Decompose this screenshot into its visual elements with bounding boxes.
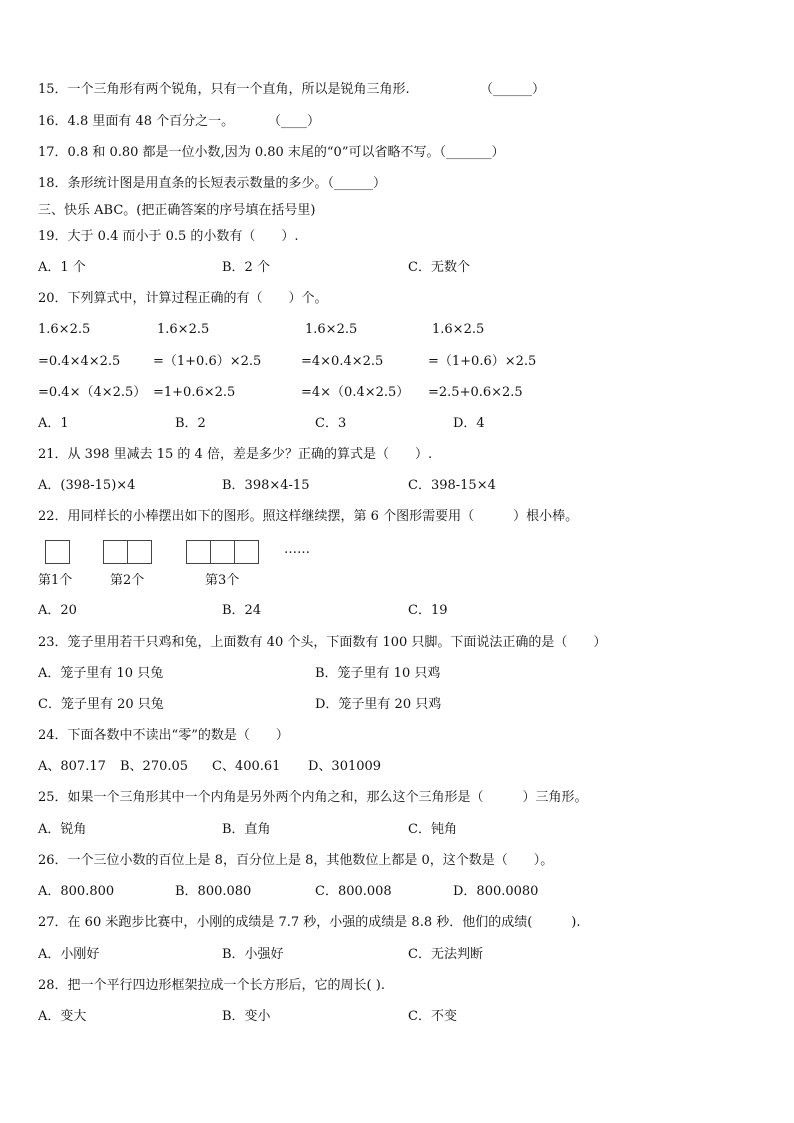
calc-row2-col3: =4×0.4×2.5: [301, 354, 384, 369]
question-22-option-b: B．24: [222, 603, 262, 618]
question-23-option-b: B．笼子里有 10 只鸡: [315, 666, 441, 681]
question-20-text: 20．下列算式中，计算过程正确的有（ ）个。: [38, 291, 328, 306]
question-21-text: 21．从 398 里减去 15 的 4 倍，差是多少？正确的算式是（ ）.: [38, 447, 433, 462]
calc-row2-col4: =（1+0.6）×2.5: [428, 354, 537, 369]
figure-label-1: 第1个: [38, 573, 73, 588]
question-20-option-d: D．4: [453, 416, 485, 431]
question-25-text: 25．如果一个三角形其中一个内角是另外两个内角之和，那么这个三角形是（ ）三角形。: [38, 790, 588, 805]
question-26-option-b: B．800.080: [175, 884, 252, 899]
calc-row1-col1: 1.6×2.5: [38, 322, 91, 337]
question-28-option-b: B．变小: [222, 1009, 271, 1024]
question-24-option-a: A、807.17: [38, 759, 106, 774]
question-25-option-c: C．钝角: [408, 822, 457, 837]
question-24-text: 24．下面各数中不读出“零”的数是（ ）: [38, 728, 289, 743]
question-27-option-c: C．无法判断: [408, 947, 483, 962]
calc-row3-col2: =1+0.6×2.5: [153, 385, 236, 400]
question-28-option-a: A．变大: [38, 1009, 87, 1024]
calc-row3-col1: =0.4×（4×2.5）: [38, 385, 147, 400]
pattern-ellipsis: ……: [284, 542, 310, 557]
question-23-text: 23．笼子里用若干只鸡和兔，上面数有 40 个头，下面数有 100 只脚。下面说法正确的是（ ）: [38, 635, 607, 650]
question-15-text: 15．一个三角形有两个锐角，只有一个直角，所以是锐角三角形.: [38, 82, 410, 97]
question-23-option-a: A．笼子里有 10 只兔: [38, 666, 164, 681]
question-17-text: 17．0.8 和 0.80 都是一位小数,因为 0.80 末尾的“0”可以省略不写。（_______）: [38, 145, 505, 160]
question-20-option-b: B．2: [175, 416, 206, 431]
question-26-option-a: A．800.800: [38, 884, 115, 899]
question-16-text: 16．4.8 里面有 48 个百分之一。: [38, 114, 235, 129]
question-19-option-c: C．无数个: [408, 260, 470, 275]
calc-row3-col4: =2.5+0.6×2.5: [428, 385, 523, 400]
question-16-blank: （____）: [268, 114, 321, 129]
question-21-option-b: B．398×4-15: [222, 478, 310, 493]
calc-row3-col3: =4×（0.4×2.5）: [301, 385, 410, 400]
question-27-option-a: A．小刚好: [38, 947, 100, 962]
calc-row2-col2: =（1+0.6）×2.5: [153, 354, 262, 369]
question-21-option-c: C．398-15×4: [408, 478, 496, 493]
question-23-option-c: C．笼子里有 20 只兔: [38, 697, 164, 712]
question-22-option-c: C．19: [408, 603, 448, 618]
question-22-option-a: A．20: [38, 603, 77, 618]
question-26-option-d: D．800.0080: [453, 884, 539, 899]
question-23-option-d: D．笼子里有 20 只鸡: [315, 697, 442, 712]
question-15-blank: （______）: [480, 82, 546, 97]
question-21-option-a: A．(398-15)×4: [38, 478, 136, 493]
question-24-option-d: D、301009: [308, 759, 382, 774]
question-24-option-c: C、400.61: [212, 759, 281, 774]
question-19-option-b: B．2 个: [222, 260, 270, 275]
calc-row1-col2: 1.6×2.5: [157, 322, 210, 337]
question-24-option-b: B、270.05: [120, 759, 189, 774]
question-19-option-a: A．1 个: [38, 260, 86, 275]
question-20-option-a: A．1: [38, 416, 69, 431]
question-27-text: 27．在 60 米跑步比赛中，小刚的成绩是 7.7 秒，小强的成绩是 8.8 秒．他们的成绩( ).: [38, 915, 581, 930]
figure-label-3: 第3个: [205, 573, 240, 588]
calc-row1-col3: 1.6×2.5: [305, 322, 358, 337]
question-26-option-c: C．800.008: [315, 884, 392, 899]
calc-row1-col4: 1.6×2.5: [432, 322, 485, 337]
question-19-text: 19．大于 0.4 而小于 0.5 的小数有（ ）.: [38, 229, 299, 244]
question-25-option-a: A．锐角: [38, 822, 87, 837]
question-28-text: 28．把一个平行四边形框架拉成一个长方形后，它的周长( ).: [38, 978, 385, 993]
question-25-option-b: B．直角: [222, 822, 271, 837]
section-3-title: 三、快乐 ABC。(把正确答案的序号填在括号里): [38, 203, 316, 218]
question-27-option-b: B．小强好: [222, 947, 284, 962]
figure-label-2: 第2个: [110, 573, 145, 588]
question-26-text: 26．一个三位小数的百位上是 8，百分位上是 8，其他数位上都是 0，这个数是（ ）。: [38, 853, 554, 868]
question-18-text: 18．条形统计图是用直条的长短表示数量的多少。（______）: [38, 176, 387, 191]
question-22-text: 22．用同样长的小棒摆出如下的图形。照这样继续摆，第 6 个图形需要用（ ）根小棒。: [38, 509, 579, 524]
calc-row2-col1: =0.4×4×2.5: [38, 354, 121, 369]
question-28-option-c: C．不变: [408, 1009, 457, 1024]
question-20-option-c: C．3: [315, 416, 347, 431]
